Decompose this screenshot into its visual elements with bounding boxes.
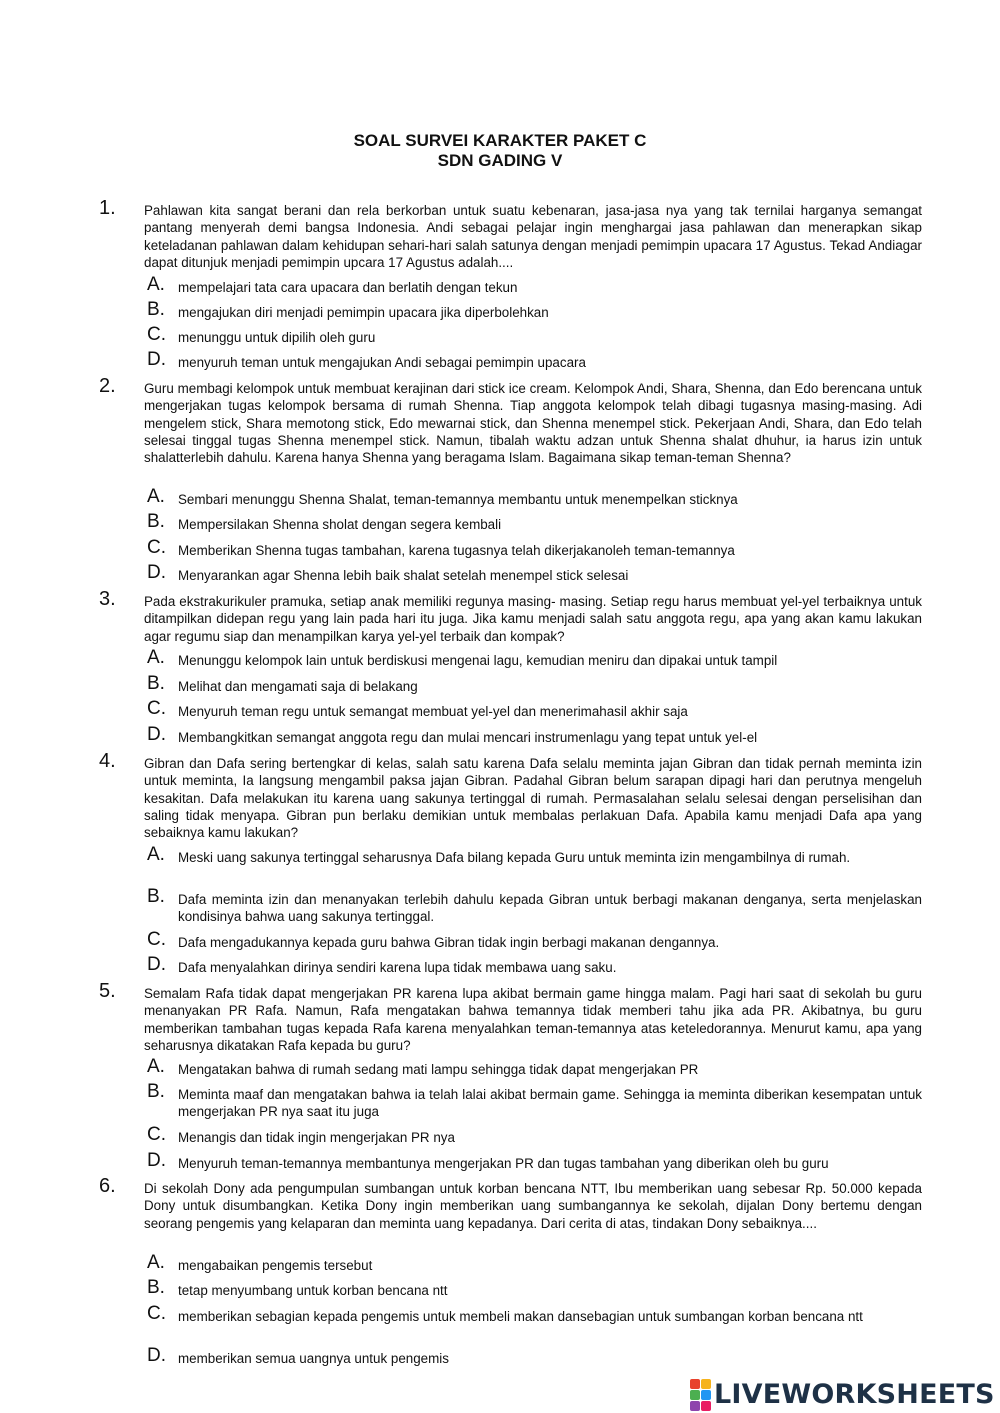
- option-letter: B.: [147, 886, 165, 907]
- question-number: 6.: [99, 1175, 116, 1197]
- option-letter: D.: [147, 1345, 166, 1366]
- option-text: tetap menyumbang untuk korban bencana ntt: [178, 1283, 448, 1298]
- question-number: 2.: [99, 375, 116, 397]
- page-title: [0, 131, 1000, 171]
- option-letter: B.: [147, 511, 165, 532]
- option-text: mengajukan diri menjadi pemimpin upacara jika diperbolehkan: [178, 305, 549, 320]
- logo-block: [690, 1379, 700, 1389]
- title-line-1: SOAL SURVEI KARAKTER PAKET C: [353, 131, 647, 150]
- logo-block: [701, 1390, 711, 1400]
- option-text: Melihat dan mengamati saja di belakang: [178, 679, 418, 694]
- option-letter: B.: [147, 673, 165, 694]
- option-text: menunggu untuk dipilih oleh guru: [178, 330, 376, 345]
- option-text: Dafa mengadukannya kepada guru bahwa Gibran tidak ingin berbagi makanan dengannya.: [178, 935, 720, 950]
- question-text: Di sekolah Dony ada pengumpulan sumbangan untuk korban bencana NTT, Ibu memberikan uang sebesar Rp. 50.000 kepada Dony untuk disumbangkan. Ketika Dony ingin memberikan uang sumbangannya ke sekolah, dijalan Dony bertemu dengan seorang pengemis yang kelaparan dan meminta uang kepadanya. Dari cerita di atas, tindakan Dony sebaiknya....: [144, 1181, 922, 1231]
- question-text: Guru membagi kelompok untuk membuat kerajinan dari stick ice cream. Kelompok Andi, Shara, Shenna, dan Edo berencana untuk mengerjakan tugas kelompok bersama di rumah Shenna. Tiap anggota kelompok telah dibagi tugasnya masing-masing. Adi mengelem stick, Shara memotong stick, Edo mewarnai stick, dan Shenna menempel stick. Pekerjaan Andi, Shara, dan Edo telah selesai tinggal tugas Shenna menempel stick. Namun, tibalah waktu adzan untuk Shenna shalat dhuhur, ia harus izin untuk shalatterlebih dahulu. Karena hanya Shenna yang beragama Islam. Bagaimana sikap teman-teman Shenna?: [144, 381, 922, 466]
- option-letter: A.: [147, 844, 165, 865]
- option-letter: D.: [147, 1150, 166, 1171]
- option-text: Menyuruh teman-temannya membantunya mengerjakan PR dan tugas tambahan yang diberikan oleh bu guru: [178, 1156, 829, 1171]
- option-letter: A.: [147, 1056, 165, 1077]
- option-text: Membangkitkan semangat anggota regu dan mulai mencari instrumenlagu yang tepat untuk yel-el: [178, 730, 758, 745]
- option-letter: B.: [147, 1277, 165, 1298]
- option-text: menyuruh teman untuk mengajukan Andi sebagai pemimpin upacara: [178, 355, 586, 370]
- option-text: Dafa meminta izin dan menanyakan terlebih dahulu kepada Gibran untuk berbagi makanan denganya, serta menjelaskan kondisinya bahwa uang sakunya tertinggal.: [178, 892, 922, 925]
- question-text: Gibran dan Dafa sering bertengkar di kelas, salah satu karena Dafa selalu meminta jajan Gibran dan tidak pernah meminta izin untuk meminta, Ia langsung mengambil paksa jajan Gibran. Padahal Gibran belum sarapan dipagi hari dan perutnya mengeluh kesakitan. Dafa melakukan itu karena uang sakunya tertinggal di rumah. Permasalahan selalu selesai dengan perselisihan dan saling tidak menyapa. Gibran pun berlaku demikian untuk membalas perlakuan Dafa. Apabila kamu menjadi Dafa apa yang sebaiknya kamu lakukan?: [144, 756, 922, 841]
- option-letter: C.: [147, 324, 166, 345]
- option-letter: C.: [147, 929, 166, 950]
- option-text: Menangis dan tidak ingin mengerjakan PR nya: [178, 1130, 455, 1145]
- option-text: Menyuruh teman regu untuk semangat membuat yel-yel dan menerimahasil akhir saja: [178, 704, 688, 719]
- option-letter: C.: [147, 1303, 166, 1324]
- brand-text: LIVEWORKSHEETS: [714, 1378, 995, 1410]
- question-number: 4.: [99, 750, 116, 772]
- option-letter: A.: [147, 274, 165, 295]
- option-text: mengabaikan pengemis tersebut: [178, 1258, 373, 1273]
- option-letter: A.: [147, 486, 165, 507]
- question-number: 5.: [99, 980, 116, 1002]
- option-text: Dafa menyalahkan dirinya sendiri karena lupa tidak membawa uang saku.: [178, 960, 617, 975]
- option-letter: C.: [147, 698, 166, 719]
- option-letter: D.: [147, 954, 166, 975]
- option-text: Menyarankan agar Shenna lebih baik shalat setelah menempel stick selesai: [178, 568, 629, 583]
- question-text: Semalam Rafa tidak dapat mengerjakan PR karena lupa akibat bermain game hingga malam. Pagi hari saat di sekolah bu guru menanyakan PR Rafa. Namun, Rafa mengatakan bahwa temannya tidak memberi tahu jika ada PR. Akibatnya, bu guru memberikan tambahan tugas kepada Rafa karena menyalahkan teman-temannya atas keteledorannya. Menurut kamu, apa yang seharusnya dikatakan Rafa kepada bu guru?: [144, 986, 922, 1053]
- question-text: Pahlawan kita sangat berani dan rela berkorban untuk suatu kebenaran, jasa-jasa nya yang tak ternilai harganya semangat pantang menyerah demi bangsa Indonesia. Andi sebagai pelajar ingin menghargai jasa pahlawan dan menerapkan sikap keteladanan pahlawan dalam kehidupan sehari-hari salah satunya dengan menjadi pemimpin upacara 17 Agustus. Tekad Andiagar dapat ditunjuk menjadi pemimpin upcara 17 Agustus adalah....: [144, 203, 922, 270]
- question-text: Pada ekstrakurikuler pramuka, setiap anak memiliki regunya masing- masing. Setiap regu harus membuat yel-yel terbaiknya untuk ditampilkan didepan regu yang lain pada hari itu juga. Jika kamu menjadi salah satu anggota regu, apa yang akan kamu lakukan agar regumu siap dan menampilkan karya yel-yel terbaik dan kompak?: [144, 594, 922, 644]
- option-text: Meminta maaf dan mengatakan bahwa ia telah lalai akibat bermain game. Sehingga ia meminta diberikan kesempatan untuk mengerjakan PR nya saat itu juga: [178, 1087, 922, 1120]
- option-letter: D.: [147, 724, 166, 745]
- option-letter: A.: [147, 647, 165, 668]
- option-text: Meski uang sakunya tertinggal seharusnya Dafa bilang kepada Guru untuk meminta izin mengambilnya di rumah.: [178, 850, 851, 865]
- logo-block: [690, 1401, 700, 1411]
- option-text: Memberikan Shenna tugas tambahan, karena tugasnya telah dikerjakanoleh teman-temannya: [178, 543, 735, 558]
- option-letter: C.: [147, 537, 166, 558]
- option-letter: D.: [147, 562, 166, 583]
- question-number: 1.: [99, 197, 116, 219]
- option-text: Menunggu kelompok lain untuk berdiskusi mengenai lagu, kemudian meniru dan dipakai untuk tampil: [178, 653, 778, 668]
- title-line-2: SDN GADING V: [437, 151, 563, 170]
- logo-block: [701, 1379, 711, 1389]
- option-text: memberikan sebagian kepada pengemis untuk membeli makan dansebagian untuk sumbangan korban bencana ntt: [178, 1309, 863, 1324]
- option-text: memberikan semua uangnya untuk pengemis: [178, 1351, 449, 1366]
- logo-block: [701, 1401, 711, 1411]
- liveworksheets-brand[interactable]: [690, 1376, 995, 1412]
- option-text: Mempersilakan Shenna sholat dengan segera kembali: [178, 517, 502, 532]
- question-number: 3.: [99, 588, 116, 610]
- option-letter: C.: [147, 1124, 166, 1145]
- option-text: Mengatakan bahwa di rumah sedang mati lampu sehingga tidak dapat mengerjakan PR: [178, 1062, 699, 1077]
- option-letter: B.: [147, 299, 165, 320]
- liveworksheets-logo-icon: [690, 1379, 710, 1409]
- option-letter: A.: [147, 1252, 165, 1273]
- option-letter: B.: [147, 1081, 165, 1102]
- option-letter: D.: [147, 349, 166, 370]
- option-text: mempelajari tata cara upacara dan berlatih dengan tekun: [178, 280, 518, 295]
- option-text: Sembari menunggu Shenna Shalat, teman-temannya membantu untuk menempelkan sticknya: [178, 492, 738, 507]
- logo-block: [690, 1390, 700, 1400]
